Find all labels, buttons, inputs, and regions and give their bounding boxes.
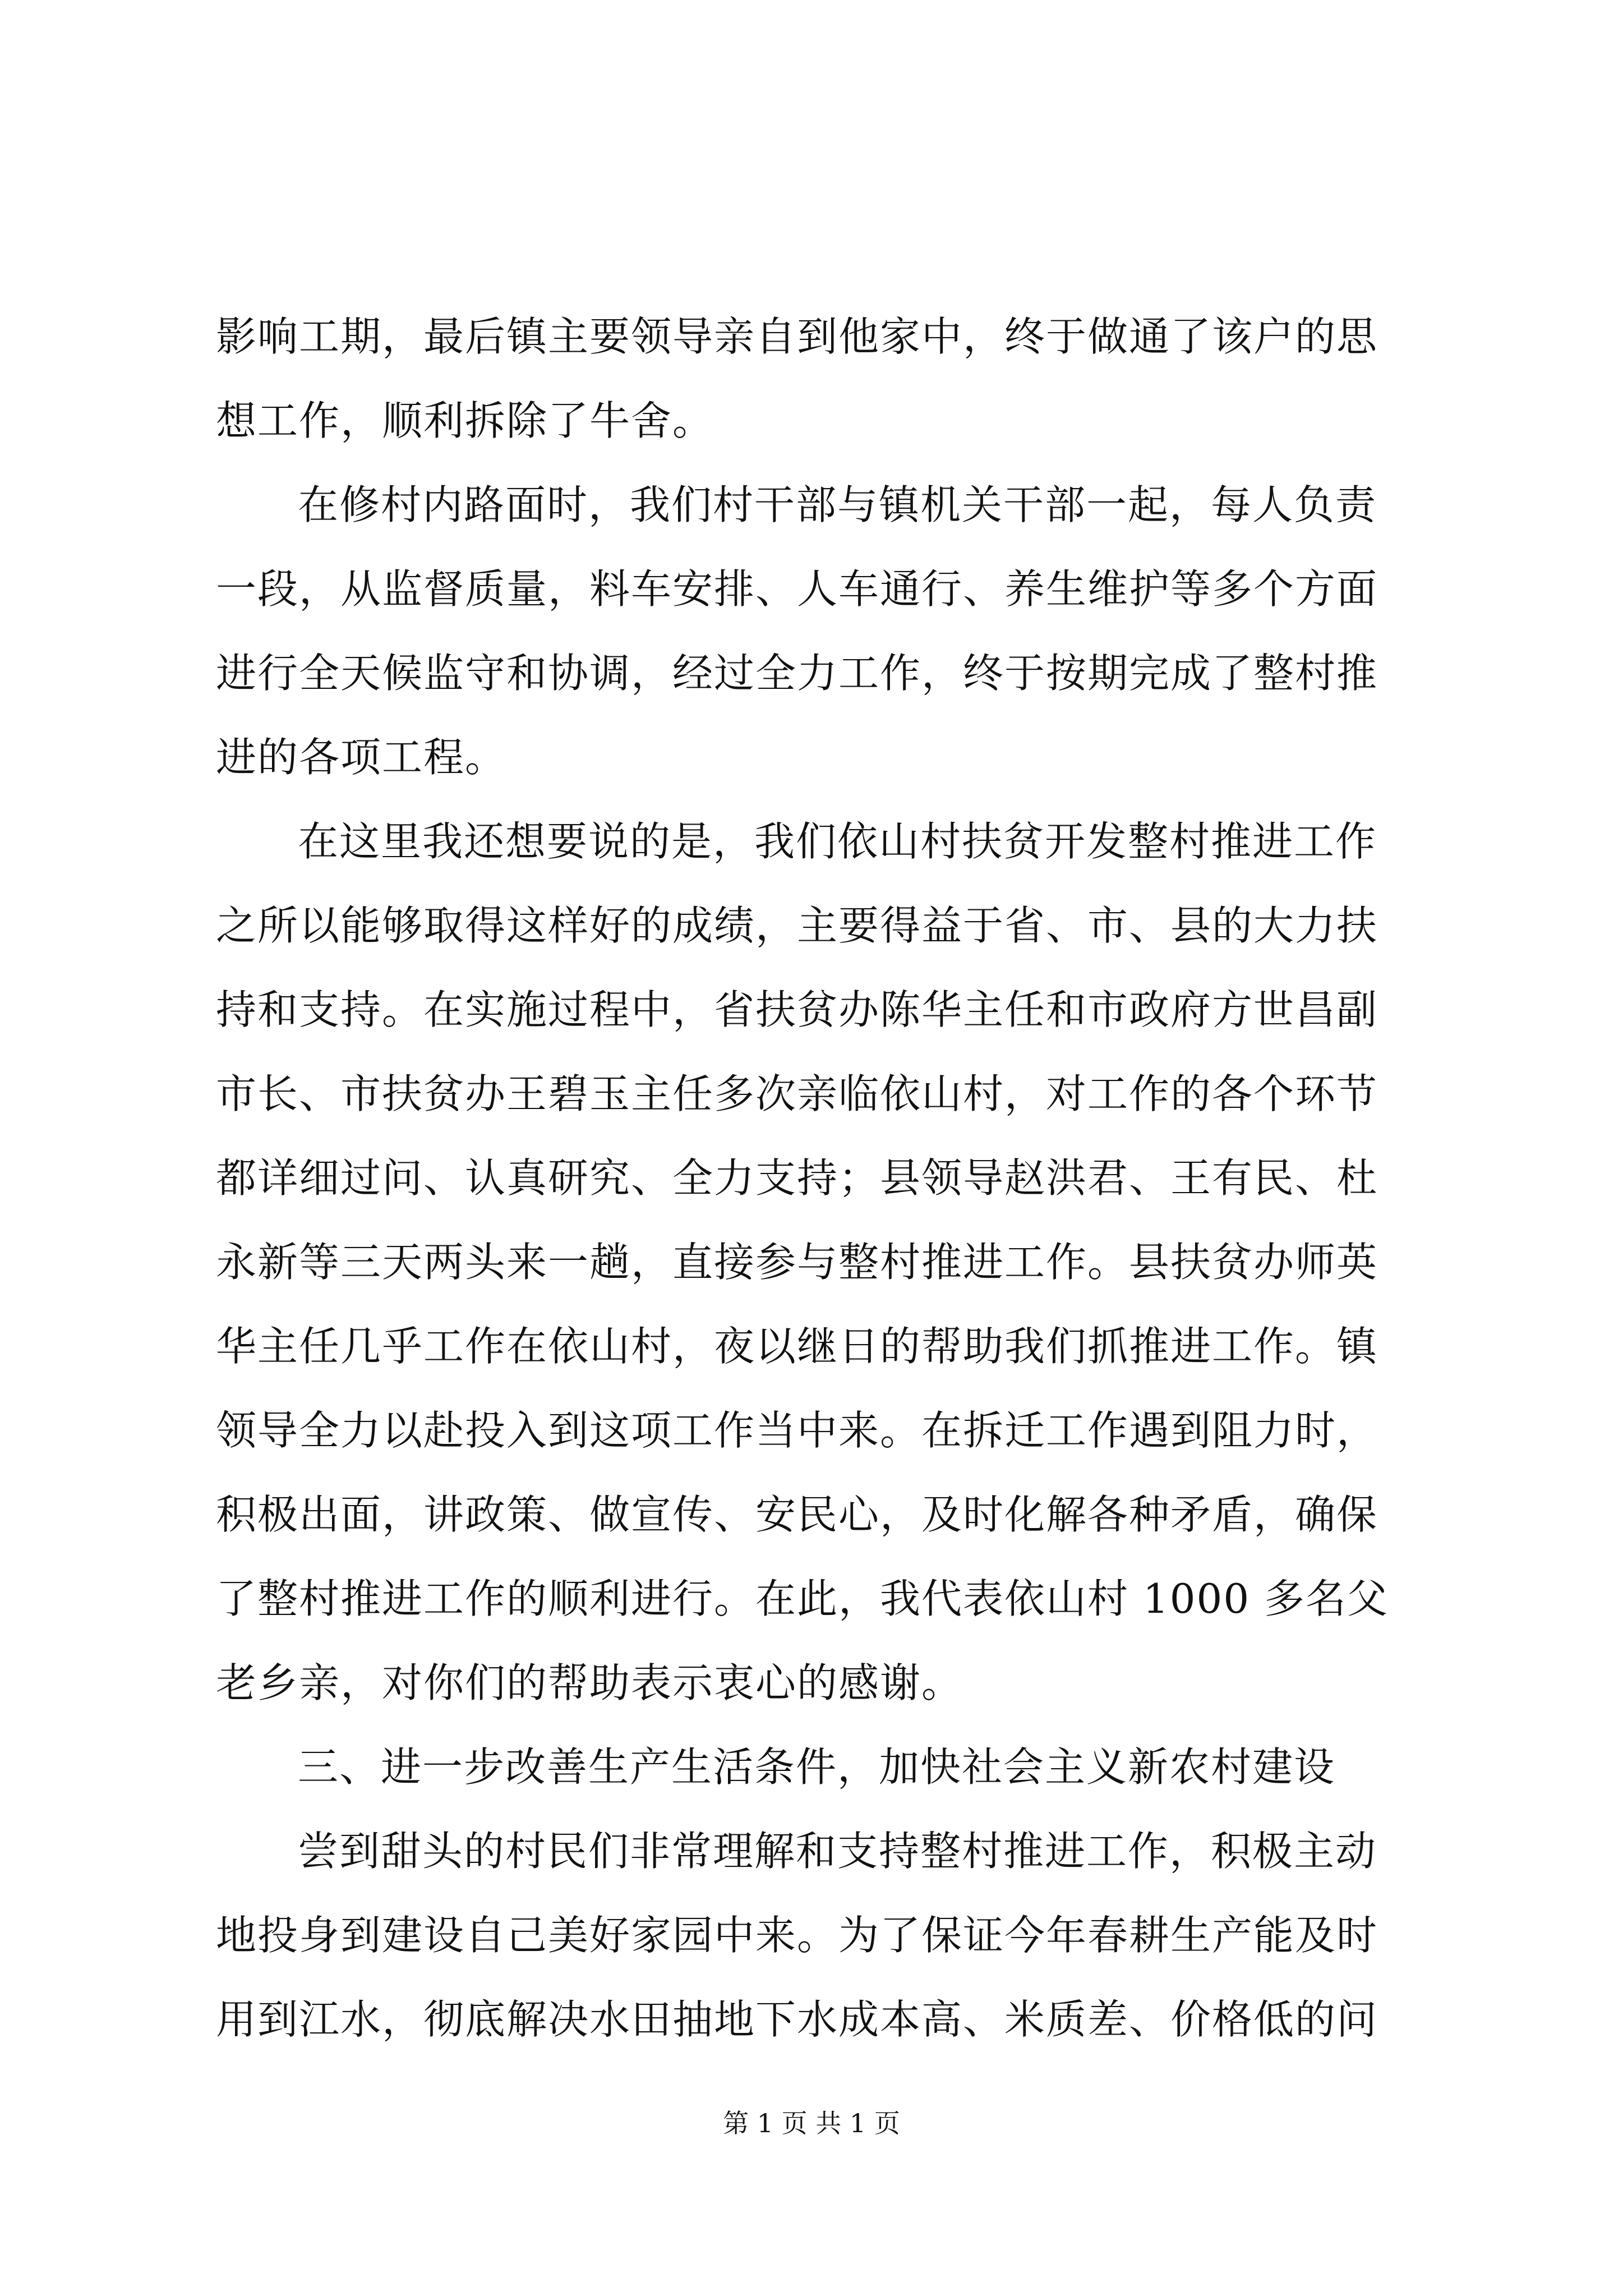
text-line: 在修村内路面时，我们村干部与镇机关干部一起，每人负责 xyxy=(298,481,1377,528)
text-line: 持和支持。在实施过程中，省扶贫办陈华主任和市政府方世昌副 xyxy=(216,986,1378,1033)
text-line: 想工作，顺利拆除了牛舍。 xyxy=(216,397,714,444)
text-line: 用到江水，彻底解决水田抽地下水成本高、米质差、价格低的问 xyxy=(216,1996,1378,2043)
text-line: 三、进一步改善生产生活条件，加快社会主义新农村建设 xyxy=(298,1743,1336,1791)
text-line: 之所以能够取得这样好的成绩，主要得益于省、市、县的大力扶 xyxy=(216,902,1378,949)
text-line: 进行全天候监守和协调，经过全力工作，终于按期完成了整村推 xyxy=(216,650,1378,697)
text-line: 永新等三天两头来一趟，直接参与整村推进工作。县扶贫办师英 xyxy=(216,1239,1378,1286)
text-line: 了整村推进工作的顺利进行。在此，我代表依山村 1000 多名父 xyxy=(216,1575,1389,1622)
page-footer: 第 1 页 共 1 页 xyxy=(723,2108,900,2138)
text-line: 尝到甜头的村民们非常理解和支持整村推进工作，积极主动 xyxy=(298,1828,1377,1875)
text-line: 在这里我还想要说的是，我们依山村扶贫开发整村推进工作 xyxy=(298,818,1377,865)
text-line: 一段，从监督质量，料车安排、人车通行、养生维护等多个方面 xyxy=(216,565,1378,613)
text-line: 华主任几乎工作在依山村，夜以继日的帮助我们抓推进工作。镇 xyxy=(216,1323,1378,1370)
text-line: 领导全力以赴投入到这项工作当中来。在拆迁工作遇到阻力时， xyxy=(216,1407,1378,1454)
text-line: 地投身到建设自己美好家园中来。为了保证今年春耕生产能及时 xyxy=(216,1912,1378,1959)
document-body xyxy=(216,295,1427,2062)
text-line: 积极出面，讲政策、做宣传、安民心，及时化解各种矛盾，确保 xyxy=(216,1491,1378,1538)
text-line: 市长、市扶贫办王碧玉主任多次亲临依山村，对工作的各个环节 xyxy=(216,1070,1378,1117)
text-line: 老乡亲，对你们的帮助表示衷心的感谢。 xyxy=(216,1659,963,1706)
text-line: 进的各项工程。 xyxy=(216,734,507,781)
text-line: 都详细过问、认真研究、全力支持；县领导赵洪君、王有民、杜 xyxy=(216,1154,1378,1202)
text-line: 影响工期，最后镇主要领导亲自到他家中，终于做通了该户的思 xyxy=(216,313,1378,360)
